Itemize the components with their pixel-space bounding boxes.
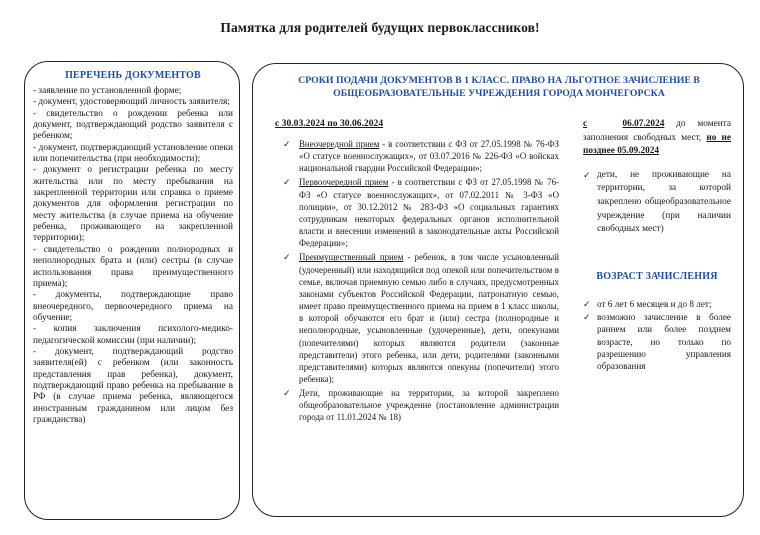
deadlines-panel: [252, 63, 744, 517]
list-item: [275, 251, 559, 385]
list-item: - документ, удостоверяющий личность заявителя;: [33, 97, 230, 108]
period2-deadline: но не позднее 05.09.2024: [583, 132, 731, 157]
deadlines-heading-line2: ОБЩЕОБРАЗОВАТЕЛЬНЫЕ УЧРЕЖДЕНИЯ ГОРОДА МОНЧЕГОРСКА: [333, 87, 665, 99]
item-term: Внеочередной прием: [299, 139, 380, 149]
list-item: [275, 387, 559, 423]
list-item: [275, 176, 559, 249]
check-icon: ✓: [283, 139, 291, 149]
list-item: - документы, подтверждающие право внеочередного, первоочередного приема на обучение;: [33, 290, 233, 323]
period2-date: 06.07.2024: [622, 119, 665, 129]
check-icon: ✓: [283, 177, 291, 188]
period1-column: [275, 118, 559, 426]
item-text: - в соответствии с ФЗ от 27.05.1998 № 76-ФЗ «О статусе военнослужащих», от 03.07.2016 № 226-ФЗ «О войсках национальной гвардии Российской Федерации»;: [299, 139, 559, 174]
list-item: - документ, подтверждающий родство заявителя(ей) с ребенком (или законность представления прав ребенка), документ, подтверждающий право ребенка на пребывание в РФ (в случае приема ребенка, являющегося иностранным гражданином или лицом без гражданства): [33, 346, 233, 425]
list-item: - копия заключения психолого-медико-педагогической комиссии (при наличии);: [33, 324, 233, 346]
page-title: Памятка для родителей будущих первоклассников!: [220, 20, 540, 35]
list-item: - документ, подтверждающий установление опеки или попечительства (при необходимости);: [33, 142, 233, 165]
item-text: - в соответствии с ФЗ от 27.05.1998 № 76-ФЗ «О статусе военнослужащих», от 07.02.2011 № 3-ФЗ «О полиции», от 30.12.2012 № 283-ФЗ «О социальных гарантиях сотрудникам некоторых федеральных органов исполнительной власти и внесении изменений в законодательные акты Российской Федерации»;: [299, 177, 559, 249]
period2-heading: [583, 118, 731, 159]
list-item: [583, 311, 731, 373]
item-term: Преимущественный прием: [299, 252, 404, 263]
item-text: от 6 лет 6 месяцев и до 8 лет;: [597, 299, 712, 310]
list-item: [583, 298, 731, 310]
item-text: - ребенок, в том числе усыновленный (удочеренный) или находящийся под опекой или попечительством в семье, включая приемную семью либо в случаях, предусмотренных законами субъектов Российской Федерации, патронатную семью, имеет право преимущественного приема на прием в 1 класс школы, в которой обучаются его брат и (или) сестра (полнородные и неполнородные, усыновленные (удочеренные), дети, опекунами (попечителями) которых являются родители (законные представители) этого ребенка, или дети, родителями (законными представителями) которых являются опекуны (попечители) этого ребенка);: [299, 252, 559, 384]
item-text: Дети, проживающие на территории, за которой закреплено общеобразовательное учреждение (постановление администрации города от 11.01.2024 № 18): [299, 388, 559, 423]
item-text: возможно зачисление в более раннем или более позднем возрасте, но только по разрешению управления образования: [597, 311, 731, 372]
list-item: - свидетельство о рождении полнородных и неполнородных брата и (или) сестры (в случае использования права преимущественного приема);: [33, 244, 233, 289]
period1-heading: с 30.03.2024 по 30.06.2024: [275, 118, 384, 129]
list-item: - документ о регистрации ребенка по месту жительства или по месту пребывания на закрепленной территории или справка о приеме документов для оформления регистрации по месту жительства (в случае приема на обучение ребенка, проживающего на закрепленной территории);: [33, 165, 233, 244]
deadlines-heading: [273, 75, 725, 100]
period2-prefix: с: [583, 119, 588, 129]
age-heading: ВОЗРАСТ ЗАЧИСЛЕНИЯ: [596, 270, 718, 282]
period2-column: [583, 118, 731, 373]
check-icon: ✓: [583, 311, 591, 322]
list-item: - заявление по установленной форме;: [33, 86, 182, 96]
item-text: дети, не проживающие на территории, за которой закреплено общеобразовательное учреждение (при наличии свободных мест): [597, 169, 731, 235]
item-term: Первоочередной прием: [299, 177, 389, 188]
documents-list: [33, 86, 233, 426]
list-item: [583, 169, 731, 237]
check-icon: ✓: [583, 169, 591, 180]
age-list: [583, 298, 731, 372]
check-icon: ✓: [283, 252, 291, 263]
documents-heading: ПЕРЕЧЕНЬ ДОКУМЕНТОВ: [65, 70, 201, 81]
documents-panel: [24, 61, 240, 520]
list-item: - свидетельство о рождении ребенка или документ, подтверждающий родство заявителя с ребенком;: [33, 108, 233, 142]
period2-text: до момента заполнения свободных мест,: [583, 119, 731, 143]
list-item: [275, 138, 559, 174]
check-icon: ✓: [283, 388, 291, 399]
check-icon: ✓: [583, 299, 591, 310]
deadlines-heading-line1: СРОКИ ПОДАЧИ ДОКУМЕНТОВ В 1 КЛАСС. ПРАВО НА ЛЬГОТНОЕ ЗАЧИСЛЕНИЕ В: [298, 75, 700, 86]
